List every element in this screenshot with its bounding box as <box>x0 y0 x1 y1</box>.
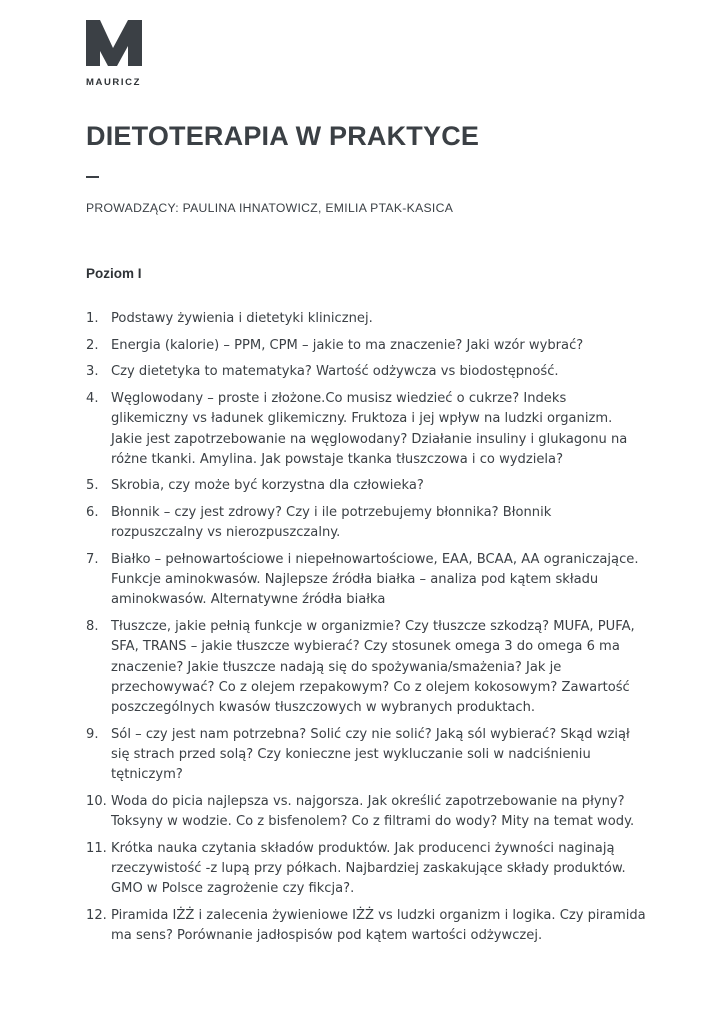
list-item <box>86 362 646 382</box>
list-item-text: Woda do picia najlepsza vs. najgorsza. Jak określić zapotrzebowanie na płyny? Toksyny w wodzie. Co z bisfenolem? Co z filtrami do wody? Mity na temat wody. <box>111 793 635 829</box>
brand-name: MAURICZ <box>86 77 141 88</box>
list-item-text: Piramida IŻŻ i zalecenia żywieniowe IŻŻ vs ludzki organizm i logika. Czy piramida ma sens? Porównanie jadłospisów pod kątem wartości odżywczej. <box>111 907 646 943</box>
list-item <box>86 725 646 786</box>
list-item-text: Węglowodany – proste i złożone.Co musisz wiedzieć o cukrze? Indeks glikemiczny vs ładunek glikemiczny. Fruktoza i jej wpływ na ludzki organizm. Jakie jest zapotrzebowanie na węglowodany? Działanie insuliny i glukagonu na różne tkanki. Amylina. Jak powstaje tkanka tłuszczowa i co wydziela? <box>111 391 628 467</box>
list-item-number: 4. <box>86 391 99 407</box>
list-item-number: 1. <box>86 311 99 326</box>
list-item <box>86 309 646 329</box>
title-divider <box>86 176 99 178</box>
list-item-number: 3. <box>86 364 99 380</box>
topics-list <box>86 309 646 953</box>
list-item-text: Podstawy żywienia i dietetyki klinicznej. <box>111 311 373 326</box>
brand-logo <box>86 20 144 88</box>
list-item <box>86 550 646 611</box>
list-item <box>86 503 646 543</box>
list-item-number: 12. <box>86 907 107 923</box>
list-item-number: 2. <box>86 337 99 353</box>
list-item <box>86 389 646 470</box>
level-heading: Poziom I <box>86 266 142 281</box>
page-title: DIETOTERAPIA W PRAKTYCE <box>86 121 480 151</box>
list-item <box>86 792 646 832</box>
list-item-number: 8. <box>86 619 99 635</box>
list-item <box>86 476 646 496</box>
list-item-text: Skrobia, czy może być korzystna dla człowieka? <box>111 478 424 494</box>
list-item <box>86 839 646 900</box>
list-item-number: 10. <box>86 793 107 809</box>
list-item-number: 7. <box>86 552 99 568</box>
list-item <box>86 906 646 946</box>
list-item-text: Sól – czy jest nam potrzebna? Solić czy nie solić? Jaką sól wybierać? Skąd wziął się strach przed solą? Czy konieczne jest wykluczanie soli w nadciśnieniu tętniczym? <box>111 726 630 783</box>
list-item-text: Białko – pełnowartościowe i niepełnowartościowe, EAA, BCAA, AA ograniczające. Funkcje aminokwasów. Najlepsze źródła białka – analiza pod kątem składu aminokwasów. Alternatywne źródła białka <box>111 552 639 608</box>
list-item-number: 9. <box>86 726 99 742</box>
list-item <box>86 617 646 718</box>
list-item-text: Tłuszcze, jakie pełnią funkcje w organizmie? Czy tłuszcze szkodzą? MUFA, PUFA, SFA, TRANS – jakie tłuszcze wybierać? Czy stosunek omega 3 do omega 6 ma znaczenie? Jakie tłuszcze nadają się do spożywania/smażenia? Jak je przechowywać? Co z olejem rzepakowym? Co z olejem kokosowym? Zawartość poszczególnych kwasów tłuszczowych w wybranych produktach. <box>111 619 635 715</box>
list-item-number: 6. <box>86 505 99 521</box>
list-item-text: Krótka nauka czytania składów produktów. Jak producenci żywności naginają rzeczywistość -z lupą przy półkach. Najbardziej zaskakujące składy produktów. GMO w Polsce zagrożenie czy fikcja?. <box>111 840 626 897</box>
list-item-number: 11. <box>86 840 107 856</box>
instructors-line: PROWADZĄCY: PAULINA IHNATOWICZ, EMILIA PTAK-KASICA <box>86 201 454 215</box>
list-item-number: 5. <box>86 478 99 494</box>
mauricz-logo-icon <box>86 20 142 66</box>
list-item-text: Czy dietetyka to matematyka? Wartość odżywcza vs biodostępność. <box>111 364 559 380</box>
list-item-text: Energia (kalorie) – PPM, CPM – jakie to ma znaczenie? Jaki wzór wybrać? <box>111 337 584 353</box>
list-item <box>86 336 646 356</box>
list-item-text: Błonnik – czy jest zdrowy? Czy i ile potrzebujemy błonnika? Błonnik rozpuszczalny vs nierozpuszczalny. <box>111 505 552 541</box>
